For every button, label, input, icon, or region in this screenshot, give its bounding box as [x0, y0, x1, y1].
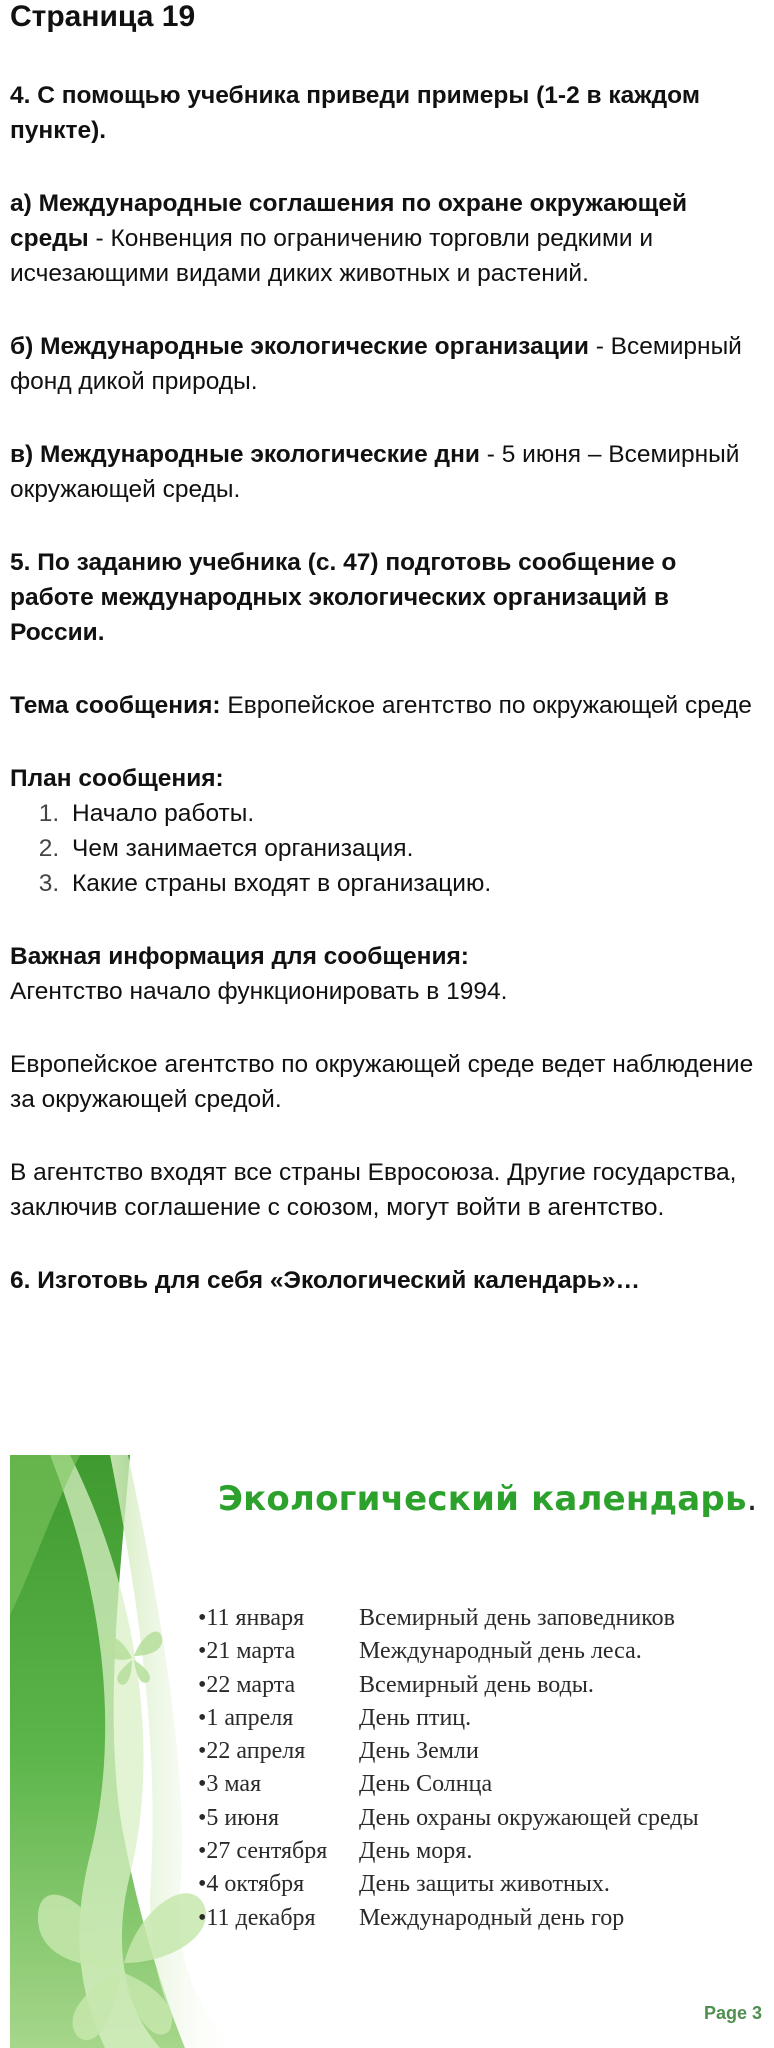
- info-paragraph-2: Европейское агентство по окружающей среде ведет наблюдение за окружающей средой.: [10, 1051, 754, 1113]
- calendar-title-text: Экологический календарь: [218, 1479, 747, 1519]
- task4-item-b-text: - Всемирный фонд дикой природы.: [10, 333, 742, 395]
- eco-calendar-slide: [10, 1455, 774, 2048]
- plan-label: План сообщения:: [10, 765, 224, 792]
- calendar-date: •11 декабря: [198, 1904, 316, 1931]
- calendar-date: •4 октября: [198, 1871, 305, 1898]
- task5-heading: 5. По заданию учебника (с. 47) подготовь сообщение о работе международных экологических организаций в России.: [10, 549, 677, 646]
- calendar-date: •3 мая: [198, 1771, 262, 1798]
- task4-heading: 4. С помощью учебника приведи примеры (1-2 в каждом пункте).: [10, 82, 700, 144]
- task4-item-a: [10, 186, 766, 291]
- topic-label: Тема сообщения:: [10, 692, 221, 719]
- message-topic: [10, 688, 766, 723]
- plan-item: 3. Какие страны входят в организацию.: [66, 866, 766, 901]
- task4-item-c-text: - 5 июня – Всемирный окружающей среды.: [10, 441, 740, 503]
- task4-item-a-label: а) Международные соглашения по охране окружающей среды: [10, 190, 688, 252]
- calendar-date: •22 апреля: [198, 1738, 306, 1765]
- calendar-event: Всемирный день заповедников: [359, 1605, 675, 1631]
- task4-item-c-label: в) Международные экологические дни: [10, 441, 480, 468]
- calendar-event: День Солнца: [359, 1771, 493, 1798]
- task6-heading: 6. Изготовь для себя «Экологический календарь»…: [10, 1267, 640, 1294]
- calendar-event: Всемирный день воды.: [359, 1671, 594, 1698]
- calendar-date: •27 сентября: [198, 1838, 328, 1865]
- plan-list: [10, 796, 766, 901]
- calendar-date: •11 января: [198, 1605, 305, 1631]
- calendar-date: •21 марта: [198, 1638, 296, 1665]
- calendar-event: Международный день гор: [359, 1904, 625, 1931]
- plan-item: 2. Чем занимается организация.: [66, 831, 766, 866]
- info-label: Важная информация для сообщения:: [10, 943, 469, 970]
- document: [10, 0, 766, 1298]
- calendar-title-dot: .: [746, 1479, 758, 1519]
- calendar-event: День моря.: [359, 1838, 473, 1865]
- calendar-date: •5 июня: [198, 1804, 280, 1831]
- task4-item-c: [10, 437, 766, 507]
- calendar-event: День Земли: [359, 1738, 479, 1765]
- page-title: Страница 19: [10, 0, 196, 33]
- task4-item-b: [10, 329, 766, 399]
- plan-item: 1. Начало работы.: [66, 796, 766, 831]
- calendar-event: Международный день леса.: [359, 1638, 642, 1665]
- large-butterfly-icon: [20, 1855, 220, 2045]
- slide-page-number: Page 3: [703, 2003, 762, 2023]
- topic-text: Европейское агентство по окружающей среде: [220, 692, 752, 719]
- calendar-date: •1 апреля: [198, 1704, 294, 1731]
- task4-item-a-text: - Конвенция по ограничению торговли редкими и исчезающими видами диких животных и растений.: [10, 225, 654, 287]
- small-butterfly-icon: [98, 1620, 168, 1690]
- calendar-title: [218, 1479, 758, 1519]
- calendar-event: День защиты животных.: [359, 1871, 610, 1898]
- info-paragraph-3: В агентство входят все страны Евросоюза. Другие государства, заключив соглашение с союзом, могут войти в агентство.: [10, 1159, 737, 1221]
- calendar-date: •22 марта: [198, 1671, 296, 1698]
- info-line1: Агентство начало функционировать в 1994.: [10, 978, 508, 1005]
- calendar-event: День птиц.: [359, 1704, 472, 1731]
- calendar-event: День охраны окружающей среды: [359, 1804, 699, 1831]
- task4-item-b-label: б) Международные экологические организации: [10, 333, 589, 360]
